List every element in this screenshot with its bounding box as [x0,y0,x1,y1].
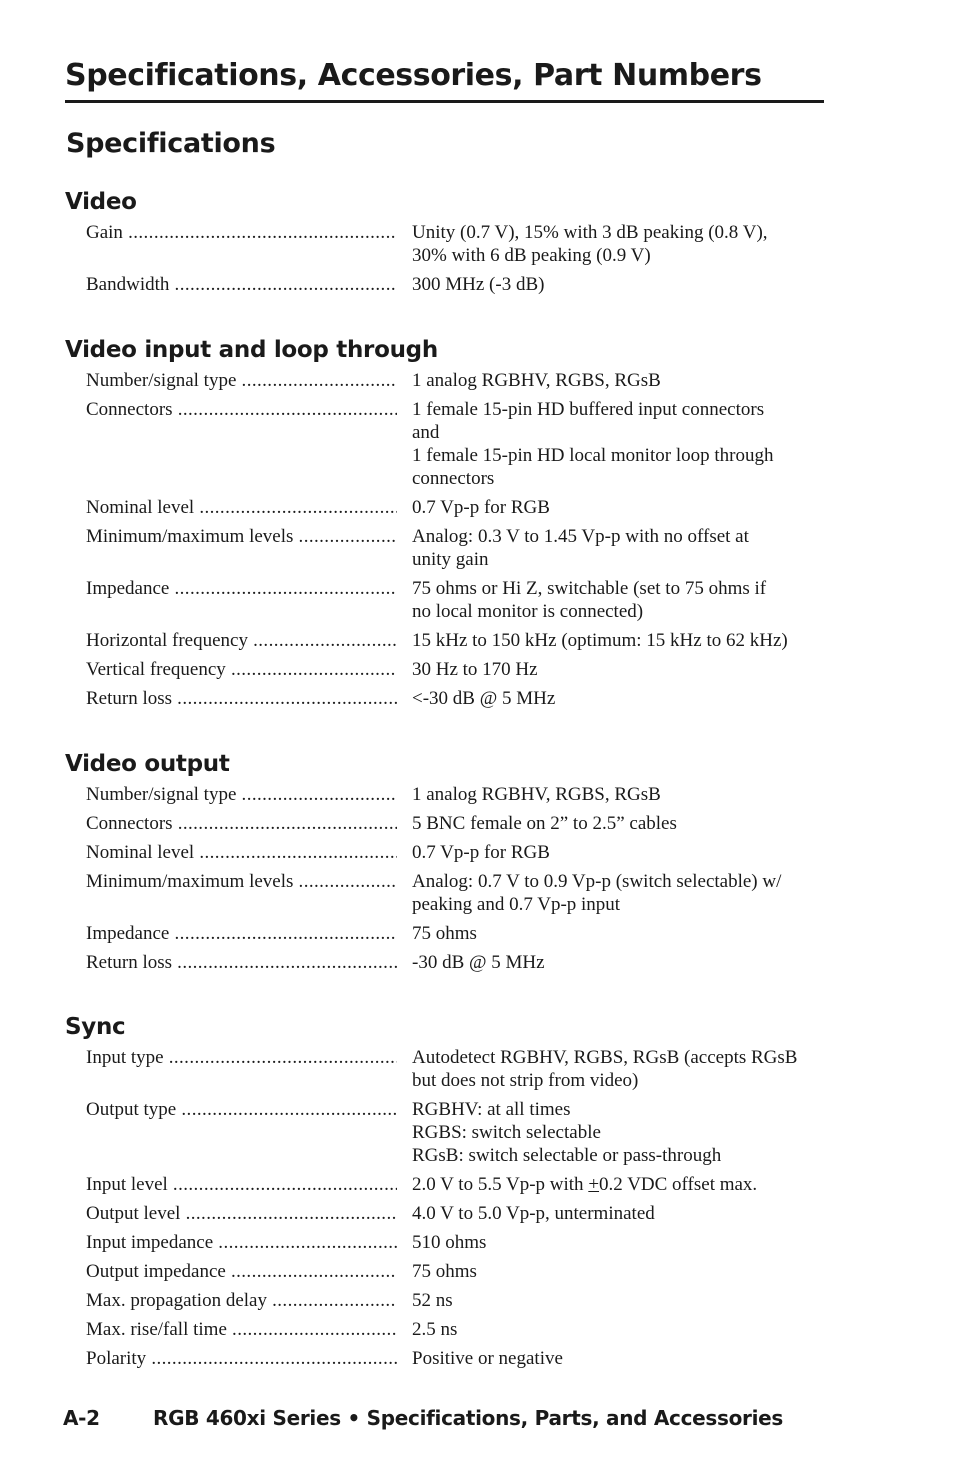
spec-value [412,369,830,392]
spec-row-impedance [0,577,954,623]
spec-value [412,1318,830,1341]
footer-text: RGB 460xi Series • Specifications, Parts, and Accessories [153,1406,784,1430]
spec-label: Output type ..... [86,1098,397,1167]
spec-row-output-impedance [0,1260,954,1283]
spec-label: Input type ..... [86,1046,397,1092]
spec-value-line [412,1173,830,1196]
spec-value [412,922,830,945]
spec-value [412,398,830,490]
spec-value [412,221,830,267]
spec-value-line: 300 MHz (-3 dB) [412,274,545,295]
spec-value-line: but does not strip from video) [412,1070,639,1091]
spec-label: Impedance ..... [86,922,397,945]
spec-label: Max. rise/fall time ..... [86,1318,397,1341]
spec-row-number-signal-type [0,369,954,392]
spec-label: Connectors ..... [86,812,397,835]
spec-value-line: 30 Hz to 170 Hz [412,659,538,680]
spec-value-line: 75 ohms [412,1261,477,1282]
spec-label: Return loss ..... [86,687,397,710]
spec-row-return-loss [0,951,954,974]
spec-value-line: 1 female 15-pin HD buffered input connectors [412,399,765,420]
spec-value-line: 30% with 6 dB peaking (0.9 V) [412,245,651,266]
spec-value [412,1098,830,1167]
page-footer [63,1403,783,1433]
spec-label: Nominal level ..... [86,496,397,519]
spec-row-input-level [0,1173,954,1196]
spec-row-min-max-levels [0,525,954,571]
spec-value-line: Analog: 0.3 V to 1.45 Vp-p with no offset at [412,526,749,547]
spec-row-max-rise-fall-time [0,1318,954,1341]
spec-row-impedance [0,922,954,945]
spec-row-return-loss [0,687,954,710]
spec-value-line: 0.7 Vp-p for RGB [412,497,550,518]
spec-label: Max. propagation delay ..... [86,1289,397,1312]
value-text: 2.0 V to 5.5 Vp-p with [412,1174,589,1195]
spec-value [412,812,830,835]
spec-value-line: connectors [412,468,495,489]
spec-value-line: 510 ohms [412,1232,487,1253]
spec-row-gain [0,221,954,267]
spec-label: Output impedance ..... [86,1260,397,1283]
spec-value [412,273,830,296]
spec-value [412,1260,830,1283]
spec-row-polarity [0,1347,954,1370]
spec-value [412,1046,830,1092]
spec-value-line: 2.5 ns [412,1319,458,1340]
spec-row-output-type [0,1098,954,1167]
spec-value-line: Unity (0.7 V), 15% with 3 dB peaking (0.8 V), [412,222,768,243]
spec-value-line: unity gain [412,549,489,570]
spec-value-line: 75 ohms or Hi Z, switchable (set to 75 ohms if [412,578,767,599]
spec-row-bandwidth [0,273,954,296]
page-title: Specifications, Accessories, Part Numbers [65,58,762,93]
spec-value [412,870,830,916]
spec-value-line: Positive or negative [412,1348,563,1369]
spec-label: Gain ..... [86,221,397,267]
spec-value-line: RGBS: switch selectable [412,1122,601,1143]
spec-value-line: 1 female 15-pin HD local monitor loop through [412,445,774,466]
spec-value-line: -30 dB @ 5 MHz [412,952,545,973]
spec-value-line: 15 kHz to 150 kHz (optimum: 15 kHz to 62 kHz) [412,630,788,651]
spec-row-connectors [0,812,954,835]
plus-minus-symbol: + [588,1174,600,1195]
spec-label: Minimum/maximum levels ..... [86,525,397,571]
spec-value-line: Analog: 0.7 V to 0.9 Vp-p (switch selectable) w/ [412,871,782,892]
spec-value-line: peaking and 0.7 Vp-p input [412,894,621,915]
spec-label: Return loss ..... [86,951,397,974]
spec-value-line: 52 ns [412,1290,453,1311]
spec-value-line: Autodetect RGBHV, RGBS, RGsB (accepts RGsB [412,1047,798,1068]
spec-value [412,1231,830,1254]
spec-value-line: 1 analog RGBHV, RGBS, RGsB [412,370,661,391]
spec-row-nominal-level [0,496,954,519]
video-heading: Video [65,189,137,215]
spec-value [412,577,830,623]
spec-row-output-level [0,1202,954,1225]
spec-row-number-signal-type [0,783,954,806]
spec-row-input-type [0,1046,954,1092]
spec-row-min-max-levels [0,870,954,916]
spec-label: Horizontal frequency ..... [86,629,397,652]
spec-value-line: no local monitor is connected) [412,601,644,622]
video-input-heading: Video input and loop through [65,337,438,363]
spec-value-line: 5 BNC female on 2” to 2.5” cables [412,813,677,834]
spec-label: Input level ..... [86,1173,397,1196]
spec-row-max-propagation-delay [0,1289,954,1312]
spec-row-connectors [0,398,954,490]
spec-label: Bandwidth ..... [86,273,397,296]
spec-label: Polarity ..... [86,1347,397,1370]
spec-value-line: 1 analog RGBHV, RGBS, RGsB [412,784,661,805]
spec-label: Number/signal type ..... [86,783,397,806]
spec-value [412,658,830,681]
spec-row-nominal-level [0,841,954,864]
spec-label: Impedance ..... [86,577,397,623]
sync-heading: Sync [65,1014,126,1040]
spec-value-line: <-30 dB @ 5 MHz [412,688,556,709]
spec-row-horizontal-frequency [0,629,954,652]
spec-label: Minimum/maximum levels ..... [86,870,397,916]
spec-label: Output level ..... [86,1202,397,1225]
spec-label: Connectors ..... [86,398,397,490]
spec-value-line: 75 ohms [412,923,477,944]
spec-value [412,629,830,652]
spec-value [412,1347,830,1370]
spec-label: Nominal level ..... [86,841,397,864]
spec-value [412,525,830,571]
spec-value [412,687,830,710]
spec-value-line: 0.7 Vp-p for RGB [412,842,550,863]
spec-label: Number/signal type ..... [86,369,397,392]
spec-value-line: 4.0 V to 5.0 Vp-p, unterminated [412,1203,655,1224]
section-title: Specifications [66,128,276,159]
spec-row-input-impedance [0,1231,954,1254]
spec-value [412,1173,830,1196]
video-output-heading: Video output [65,751,230,777]
spec-value [412,841,830,864]
spec-value-line: RGsB: switch selectable or pass-through [412,1145,722,1166]
spec-value-line: and [412,422,440,443]
spec-value [412,1289,830,1312]
spec-row-vertical-frequency [0,658,954,681]
value-text: 0.2 VDC offset max. [599,1174,758,1195]
spec-value-line: RGBHV: at all times [412,1099,571,1120]
page-number: A-2 [63,1406,100,1430]
title-rule [65,100,824,103]
spec-value [412,783,830,806]
spec-value [412,1202,830,1225]
spec-label: Vertical frequency ..... [86,658,397,681]
spec-label: Input impedance ..... [86,1231,397,1254]
spec-value [412,496,830,519]
spec-value [412,951,830,974]
